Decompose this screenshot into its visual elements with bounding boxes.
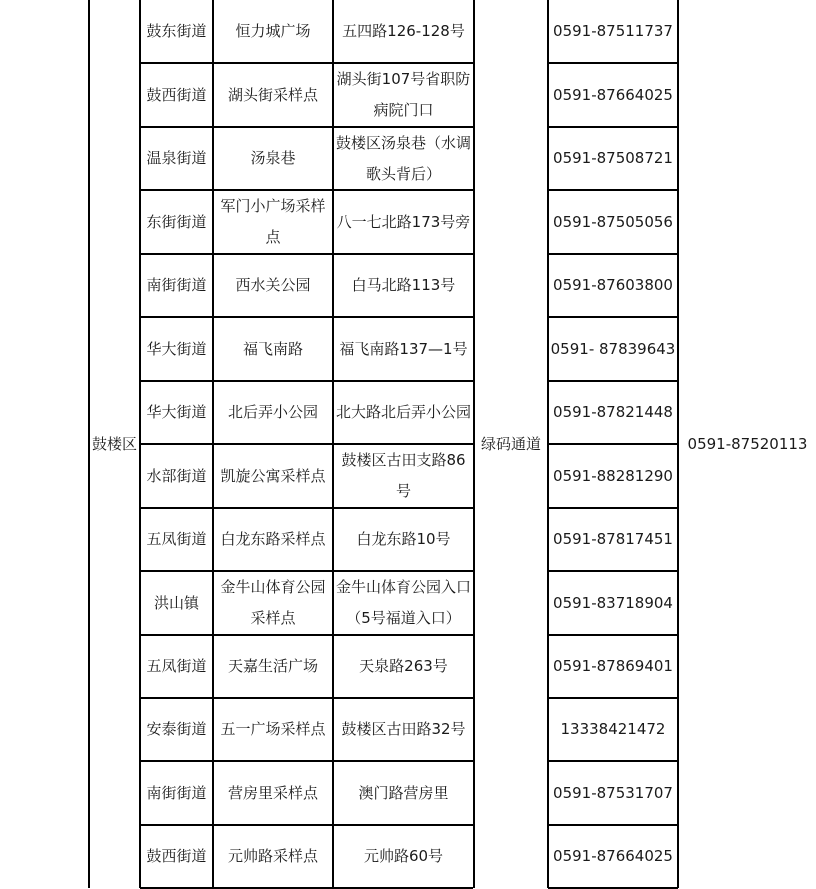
phone-cell <box>549 128 677 189</box>
site-cell-text: 天嘉生活广场 <box>227 657 318 675</box>
district-label: 鼓楼区 <box>91 434 137 453</box>
street-cell <box>141 382 212 443</box>
street-cell-text: 鼓西街道 <box>146 85 207 104</box>
phone-cell <box>549 64 677 126</box>
site-cell <box>214 509 332 570</box>
site-cell <box>214 0 332 62</box>
site-cell <box>214 318 332 380</box>
site-cell-text: 北后弄小公园 <box>227 403 318 421</box>
address-cell-text: 八一七北路173号旁 <box>336 212 471 231</box>
street-cell <box>141 64 212 126</box>
street-cell-text: 鼓东街道 <box>146 21 207 40</box>
street-cell-text: 华大街道 <box>146 403 207 421</box>
phone-cell <box>549 382 677 443</box>
street-cell-text: 华大街道 <box>146 339 207 358</box>
street-cell <box>141 572 212 634</box>
phone-cell-text: 0591-87505056 <box>553 212 673 231</box>
address-cell-text: 五四路126-128号 <box>342 21 465 40</box>
street-cell-text: 温泉街道 <box>146 149 207 167</box>
phone-cell <box>549 762 677 824</box>
site-cell-text: 五一广场采样点 <box>220 720 326 738</box>
site-cell <box>214 382 332 443</box>
street-cell-text: 南街街道 <box>146 783 207 802</box>
phone-cell-text: 0591- 87839643 <box>550 339 676 358</box>
address-cell <box>334 191 473 253</box>
address-cell <box>334 762 473 824</box>
street-cell-text: 洪山镇 <box>153 593 199 612</box>
phone-cell-text: 0591-88281290 <box>553 466 673 485</box>
phone-cell-text: 0591-87664025 <box>553 847 673 865</box>
address-cell <box>334 636 473 697</box>
phone-cell-text: 0591-87869401 <box>553 657 673 675</box>
phone-cell <box>549 699 677 760</box>
street-cell-text: 五凤街道 <box>146 530 207 548</box>
site-cell-text: 元帅路采样点 <box>227 847 318 865</box>
address-cell <box>334 509 473 570</box>
address-cell-text: 鼓楼区古田路32号 <box>341 720 466 738</box>
address-cell-text: 鼓楼区汤泉巷（水调歌头背后） <box>335 133 471 183</box>
street-cell <box>141 0 212 62</box>
site-cell-text: 凯旋公寓采样点 <box>220 466 326 485</box>
address-cell <box>334 382 473 443</box>
address-cell <box>334 318 473 380</box>
phone-cell-text: 0591-87531707 <box>553 783 673 802</box>
address-cell <box>334 826 473 887</box>
phone-cell <box>549 445 677 507</box>
site-cell-text: 军门小广场采样点 <box>220 197 326 246</box>
address-cell-text: 湖头街107号省职防病院门口 <box>336 70 471 119</box>
channel-label: 绿码通道 <box>480 434 541 453</box>
street-cell <box>141 699 212 760</box>
site-cell-text: 恒力城广场 <box>235 21 311 40</box>
site-cell-text: 湖头街采样点 <box>227 85 318 104</box>
site-cell-text: 西水关公园 <box>235 276 311 294</box>
phone-cell-text: 0591-87508721 <box>553 149 673 167</box>
phone-cell <box>549 318 677 380</box>
phone-cell-text: 0591-87603800 <box>553 276 673 294</box>
site-cell <box>214 255 332 316</box>
phone-cell <box>549 636 677 697</box>
site-cell <box>214 699 332 760</box>
street-cell <box>141 255 212 316</box>
address-cell <box>334 699 473 760</box>
address-cell-text: 白龙东路10号 <box>356 530 451 548</box>
address-cell <box>334 255 473 316</box>
site-cell <box>214 636 332 697</box>
hotline-number: 0591-87520113 <box>687 434 808 453</box>
address-cell <box>334 128 473 189</box>
phone-cell <box>549 826 677 887</box>
address-cell-text: 白马北路113号 <box>351 276 456 294</box>
site-cell <box>214 128 332 189</box>
site-cell <box>214 445 332 507</box>
phone-cell-text: 0591-87821448 <box>553 403 673 421</box>
address-cell <box>334 0 473 62</box>
phone-cell <box>549 0 677 62</box>
phone-cell-text: 0591-87664025 <box>553 85 673 104</box>
site-cell <box>214 191 332 253</box>
street-cell-text: 五凤街道 <box>146 657 207 675</box>
address-cell-text: 北大路北后弄小公园 <box>335 403 471 421</box>
street-cell <box>141 191 212 253</box>
phone-cell-text: 0591-87817451 <box>553 530 673 548</box>
site-cell-text: 金牛山体育公园采样点 <box>220 578 326 627</box>
street-cell-text: 安泰街道 <box>146 720 207 738</box>
street-cell-text: 水部街道 <box>146 466 207 485</box>
address-cell-text: 澳门路营房里 <box>358 783 449 802</box>
address-cell-text: 元帅路60号 <box>363 847 444 865</box>
phone-cell <box>549 255 677 316</box>
street-cell <box>141 445 212 507</box>
address-cell-text: 金牛山体育公园入口（5号福道入口） <box>335 578 471 627</box>
phone-cell <box>549 509 677 570</box>
street-cell-text: 南街街道 <box>146 276 207 294</box>
street-cell <box>141 318 212 380</box>
address-cell-text: 鼓楼区古田支路86号 <box>341 451 466 500</box>
address-cell <box>334 572 473 634</box>
address-cell-text: 天泉路263号 <box>359 657 448 675</box>
phone-cell <box>549 191 677 253</box>
street-cell <box>141 762 212 824</box>
site-cell-text: 福飞南路 <box>242 339 303 358</box>
site-cell <box>214 826 332 887</box>
site-cell <box>214 762 332 824</box>
site-cell-text: 营房里采样点 <box>227 783 318 802</box>
street-cell <box>141 128 212 189</box>
phone-cell-text: 0591-83718904 <box>553 593 673 612</box>
street-cell <box>141 509 212 570</box>
site-cell-text: 白龙东路采样点 <box>220 530 326 548</box>
phone-cell-text: 13338421472 <box>560 720 666 738</box>
phone-cell <box>549 572 677 634</box>
channel-cell <box>474 0 548 888</box>
street-cell <box>141 826 212 887</box>
street-cell-text: 鼓西街道 <box>146 847 207 865</box>
district-cell <box>89 0 140 888</box>
site-cell-text: 汤泉巷 <box>250 149 296 167</box>
address-cell <box>334 64 473 126</box>
street-cell-text: 东街街道 <box>146 212 207 231</box>
site-cell <box>214 64 332 126</box>
address-cell-text: 福飞南路137—1号 <box>339 339 468 358</box>
hotline-cell <box>679 0 816 888</box>
street-cell <box>141 636 212 697</box>
site-cell <box>214 572 332 634</box>
phone-cell-text: 0591-87511737 <box>553 21 673 40</box>
address-cell <box>334 445 473 507</box>
